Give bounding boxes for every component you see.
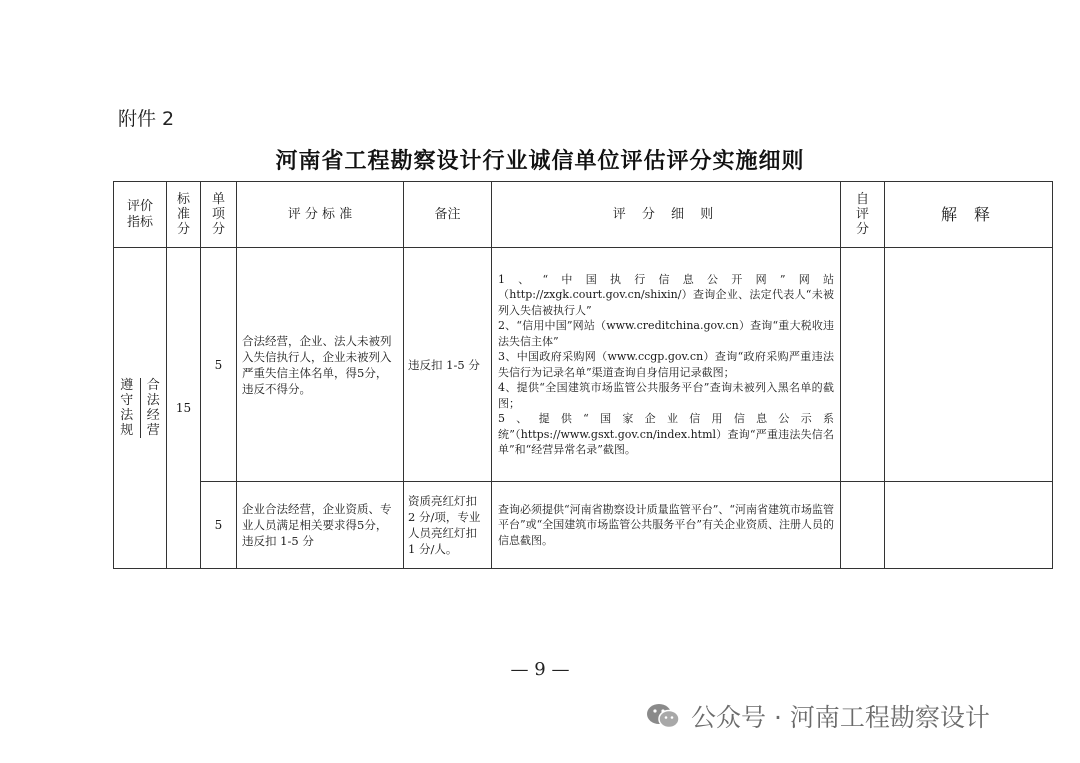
rule-line: 4、提供“全国建筑市场监管公共服务平台”查询未被列入黑名单的截图； — [498, 381, 834, 410]
rule-line: 3、中国政府采购网（www.ccgp.gov.cn）查询“政府采购严重违法失信行为记录名单”渠道查询自身信用记录截图； — [498, 350, 834, 379]
page-number: — 9 — — [510, 659, 570, 680]
watermark-text: 公众号 · 河南工程勘察设计 — [691, 703, 990, 732]
index-cell — [114, 248, 167, 569]
rules-cell — [492, 248, 841, 482]
self-score-cell — [841, 248, 885, 482]
item-score-cell: 5 — [201, 482, 237, 569]
explanation-cell — [885, 482, 1053, 569]
header-explanation: 解 释 — [885, 182, 1053, 248]
category-label: 遵守法规 — [120, 378, 134, 438]
subcategory-label: 合法经营 — [146, 378, 160, 438]
scoring-table — [113, 181, 1053, 569]
rule-line: 5、提供“国家企业信用信息公示系统”（https://www.gsxt.gov.cn/index.html）查询“严重违法失信名单”和“经营异常名录”截图。 — [498, 412, 834, 456]
criteria-cell: 合法经营，企业、法人未被列入失信执行人，企业未被列入严重失信主体名单，得5分，违反不得分。 — [237, 248, 404, 482]
rule-line: 1、“中国执行信息公开网”网站（http://zxgk.court.gov.cn/shixin/）查询企业、法定代表人“未被列入失信被执行人” — [498, 272, 834, 317]
wechat-icon — [645, 702, 681, 730]
header-item-score: 单项分 — [201, 182, 237, 248]
header-remarks: 备注 — [404, 182, 492, 248]
remarks-cell: 资质亮红灯扣 2 分/项，专业人员亮红灯扣 1 分/人。 — [404, 482, 492, 569]
header-rules: 评 分 细 则 — [492, 182, 841, 248]
remarks-cell: 违反扣 1-5 分 — [404, 248, 492, 482]
explanation-cell — [885, 248, 1053, 482]
rule-line: 2、“信用中国”网站（www.creditchina.gov.cn）查询“重大税收违法失信主体” — [498, 319, 834, 348]
page-title: 河南省工程勘察设计行业诚信单位评估评分实施细则 — [275, 148, 805, 174]
header-eval-index: 评价指标 — [114, 182, 167, 248]
attachment-label: 附件 2 — [118, 108, 175, 130]
header-standard-score: 标准分 — [167, 182, 201, 248]
rules-cell — [492, 482, 841, 569]
self-score-cell — [841, 482, 885, 569]
header-self-score: 自评分 — [841, 182, 885, 248]
criteria-cell: 企业合法经营，企业资质、专业人员满足相关要求得5分，违反扣 1-5 分 — [237, 482, 404, 569]
standard-score-cell: 15 — [167, 248, 201, 569]
item-score-cell: 5 — [201, 248, 237, 482]
rule-line: 查询必须提供“河南省勘察设计质量监管平台”、“河南省建筑市场监管平台”或“全国建筑市场监管公共服务平台”有关企业资质、注册人员的信息截图。 — [498, 502, 834, 547]
header-criteria: 评 分 标 准 — [237, 182, 404, 248]
watermark — [645, 698, 990, 734]
header-row — [114, 182, 1053, 248]
table-row — [114, 482, 1053, 569]
table-row — [114, 248, 1053, 482]
